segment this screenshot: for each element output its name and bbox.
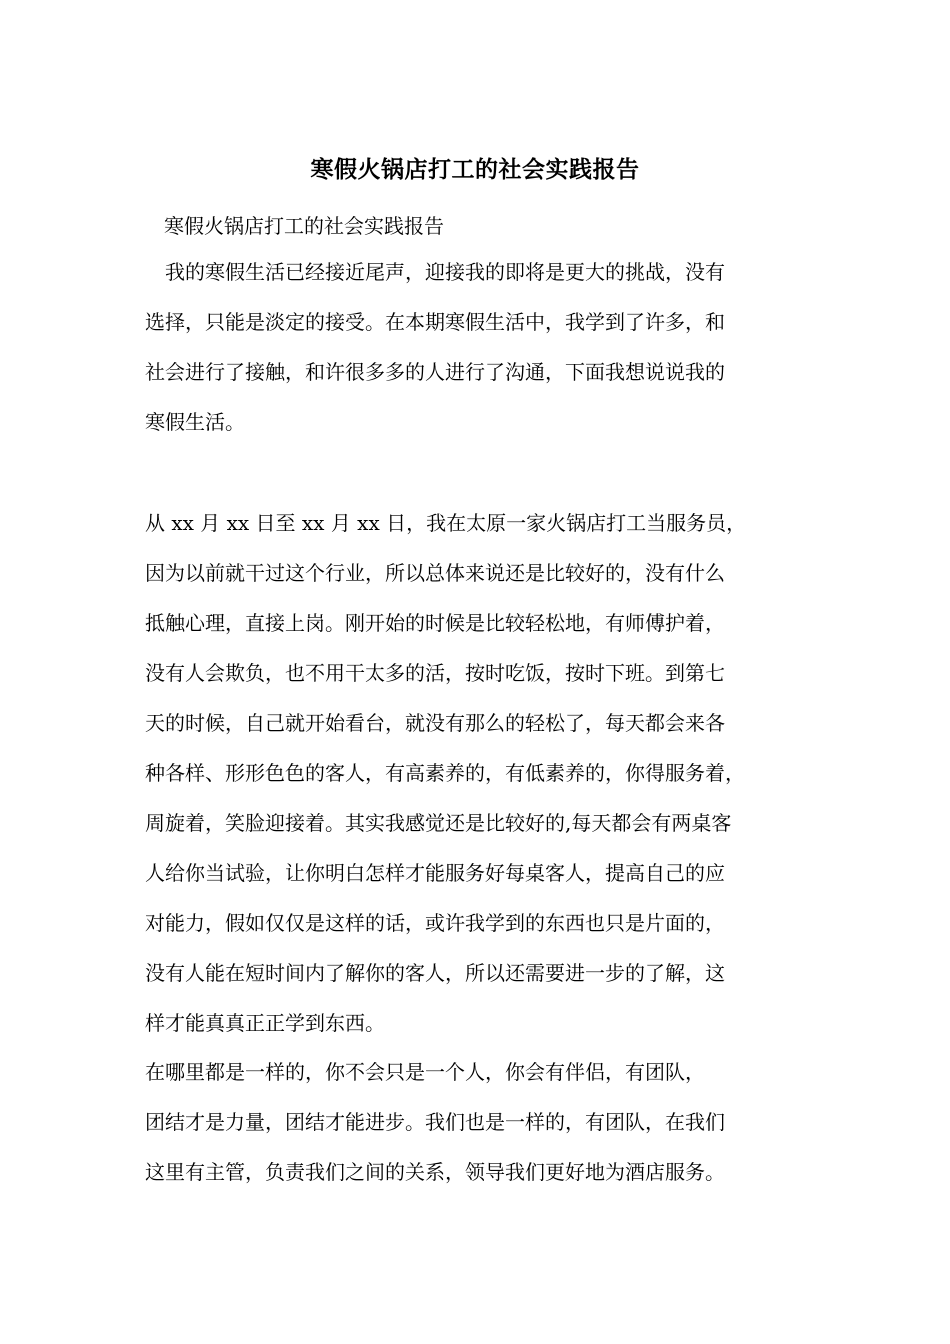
paragraph-line: 选择，只能是淡定的接受。在本期寒假生活中，我学到了许多，和: [145, 310, 725, 334]
paragraph-line: 天的时候，自己就开始看台，就没有那么的轻松了，每天都会来各: [145, 711, 725, 735]
paragraph-line: 因为以前就干过这个行业，所以总体来说还是比较好的，没有什么: [145, 561, 725, 585]
paragraph-line: 社会进行了接触，和许很多多的人进行了沟通，下面我想说说我的: [145, 360, 725, 384]
paragraph-work-experience: [145, 498, 815, 1048]
paragraph-line: 团结才是力量，团结才能进步。我们也是一样的，有团队，在我们: [145, 1110, 725, 1134]
paragraph-intro: [145, 247, 815, 447]
document-title: 寒假火锅店打工的社会实践报告: [310, 156, 640, 183]
paragraph-line: 种各样、形形色色的客人，有高素养的，有低素养的，你得服务着，: [145, 761, 745, 785]
paragraph-teamwork: [145, 1047, 815, 1197]
paragraph-line: 周旋着，笑脸迎接着。其实我感觉还是比较好的,每天都会有两桌客: [145, 811, 732, 835]
paragraph-line: 这里有主管，负责我们之间的关系，领导我们更好地为酒店服务。: [145, 1160, 725, 1184]
paragraph-line: 没有人会欺负，也不用干太多的活，按时吃饭，按时下班。到第七: [145, 661, 725, 685]
paragraph-line: 没有人能在短时间内了解你的客人，所以还需要进一步的了解，这: [145, 961, 725, 985]
paragraph-line: 寒假生活。: [145, 410, 245, 434]
paragraph-line: 我的寒假生活已经接近尾声，迎接我的即将是更大的挑战，没有: [145, 260, 725, 284]
document-subtitle: 寒假火锅店打工的社会实践报告: [164, 214, 444, 238]
paragraph-line: 在哪里都是一样的，你不会只是一个人，你会有伴侣，有团队，: [145, 1060, 705, 1084]
paragraph-line: 人给你当试验，让你明白怎样才能服务好每桌客人，提高自己的应: [145, 861, 725, 885]
paragraph-line: 抵触心理，直接上岗。刚开始的时候是比较轻松地，有师傅护着，: [145, 611, 725, 635]
paragraph-line: 样才能真真正正学到东西。: [145, 1011, 385, 1035]
paragraph-line: 对能力，假如仅仅是这样的话，或许我学到的东西也只是片面的，: [145, 911, 725, 935]
paragraph-line: 从 xx 月 xx 日至 xx 月 xx 日，我在太原一家火锅店打工当服务员，: [145, 511, 747, 535]
